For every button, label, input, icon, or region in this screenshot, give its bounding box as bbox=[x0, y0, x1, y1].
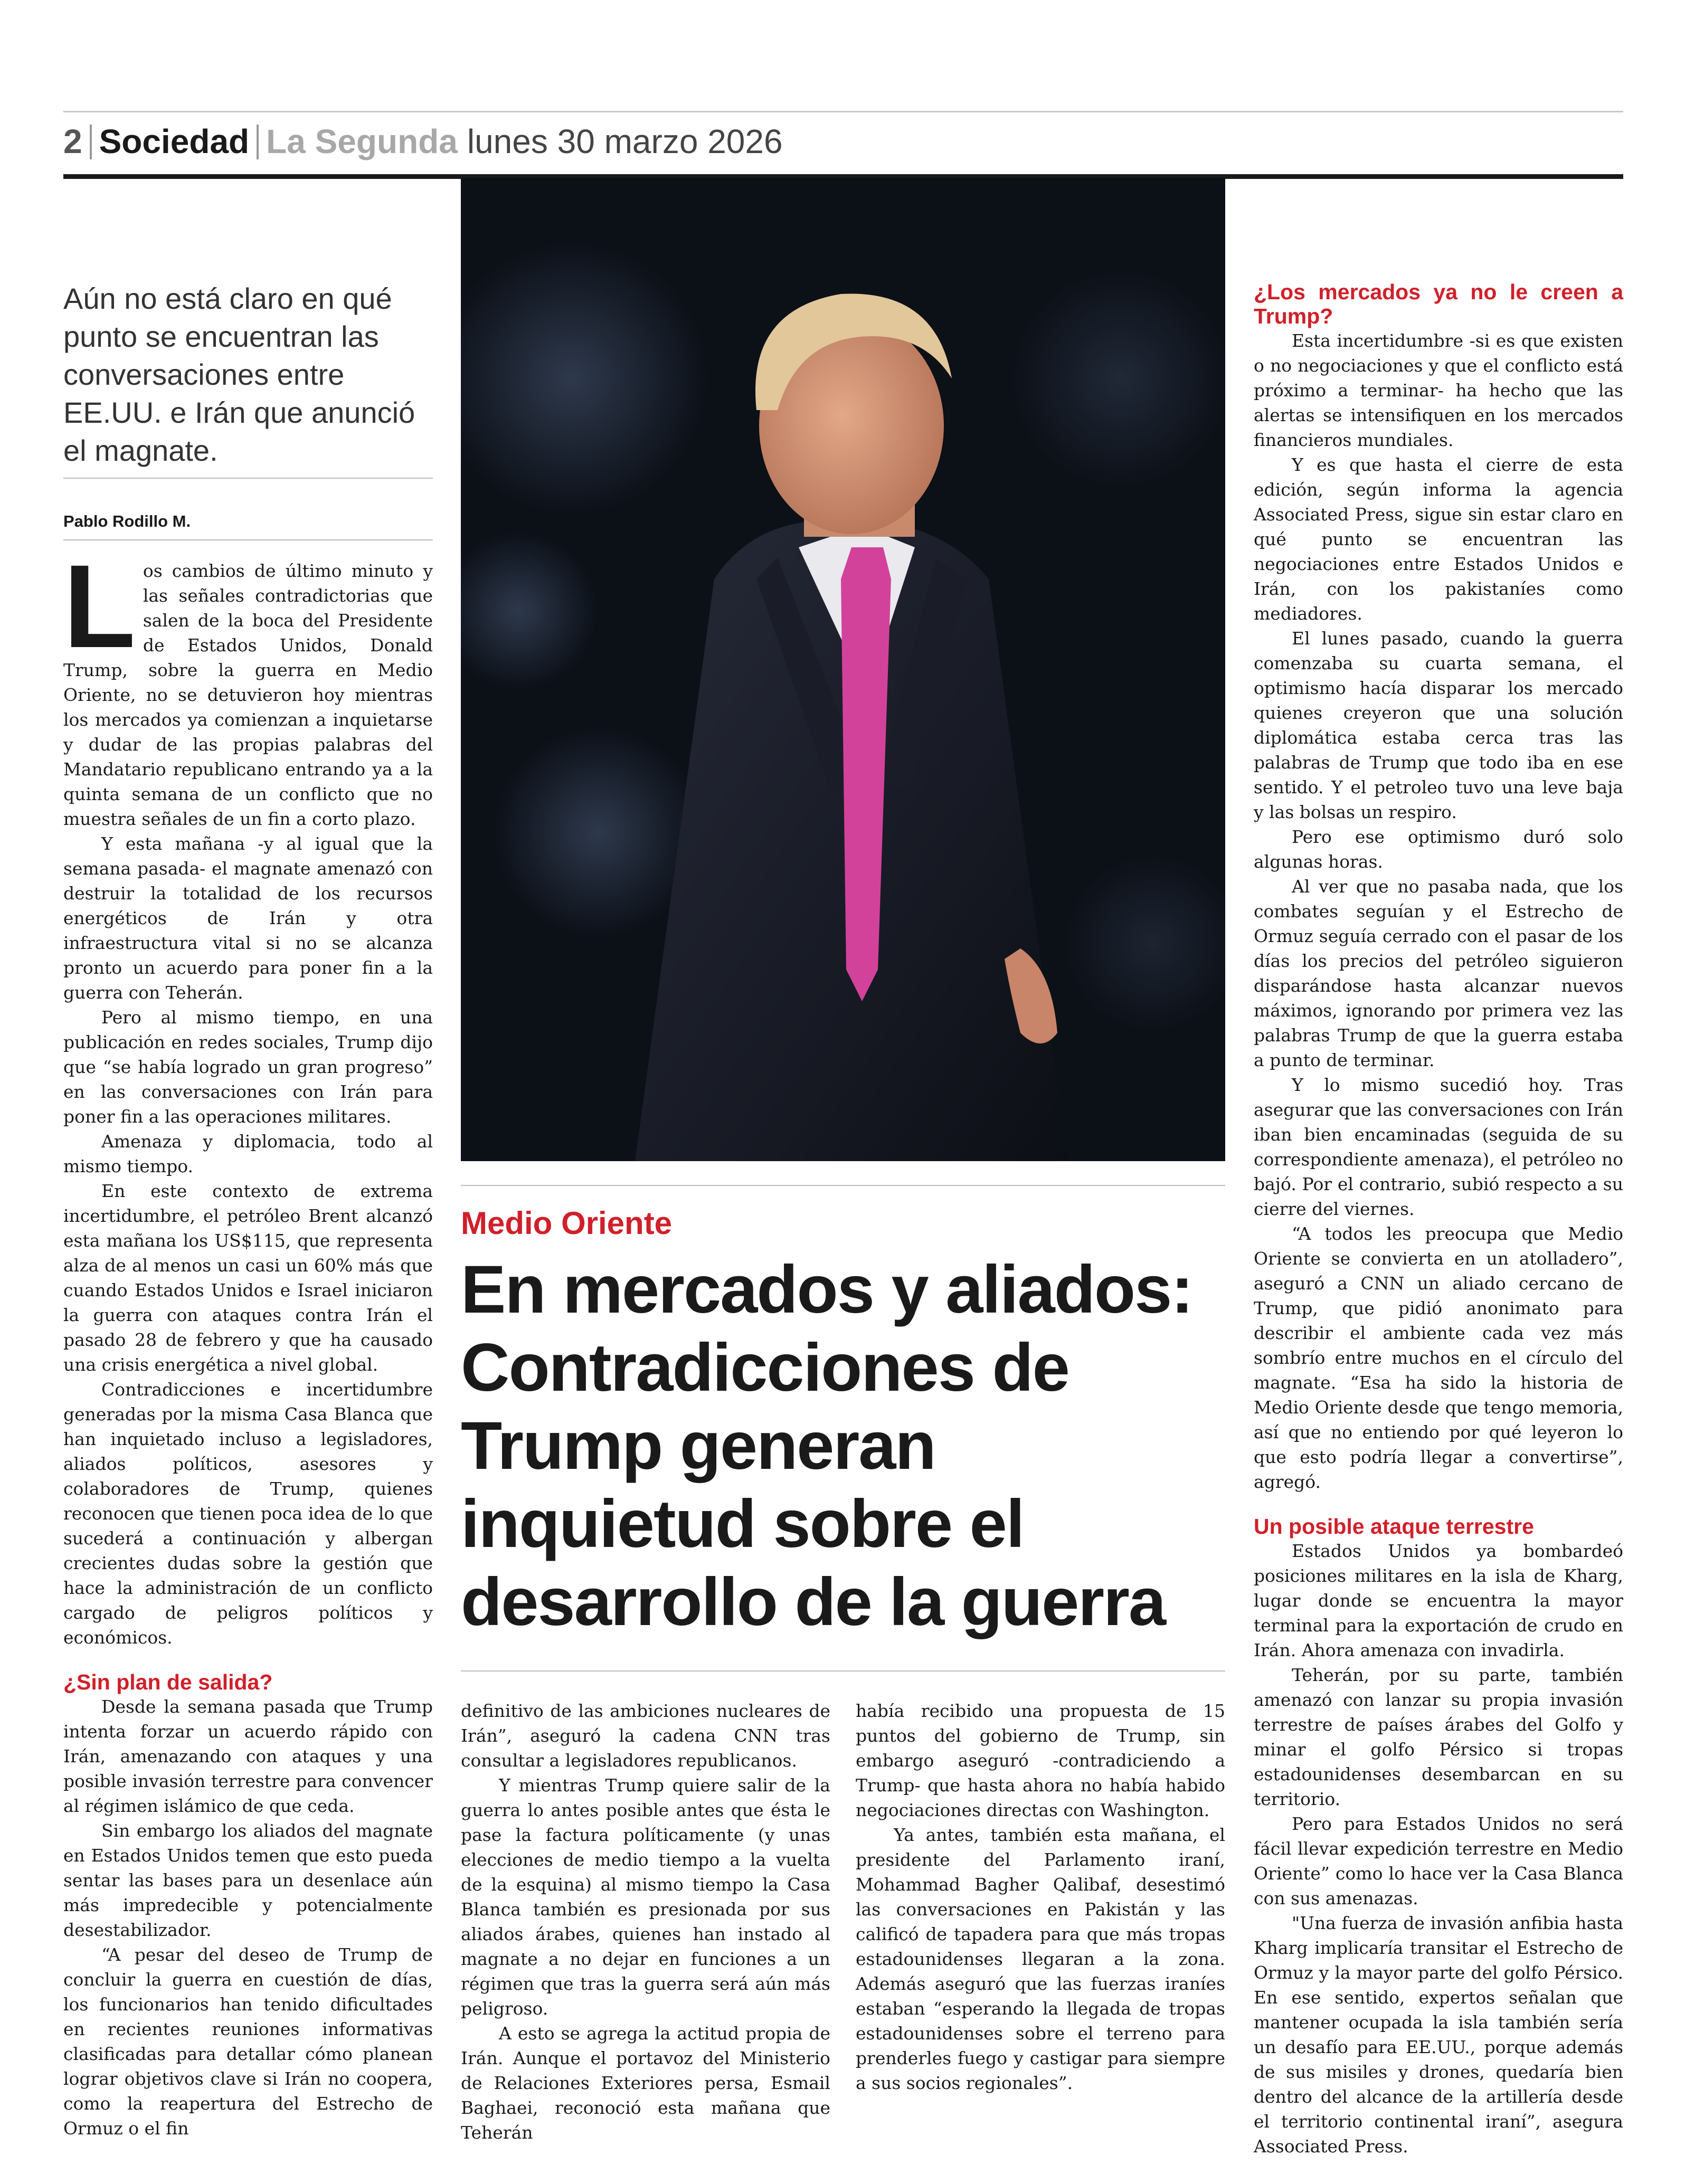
paragraph: Y mientras Trump quiere salir de la guerra lo antes posible antes que ésta le pase la factura políticamente (y unas elecciones de medio tiempo a la vuelta de la esquina) al mismo tiempo la Casa Blanca también es presionada por sus aliados árabes, quienes han instado al magnate a no dejar en funciones a un régimen que tras la guerra será aún más peligroso. bbox=[461, 1775, 830, 2019]
paragraph: Pero para Estados Unidos no será fácil llevar expedición terrestre en Medio Oriente” como lo hace ver la Casa Blanca con sus amenazas. bbox=[1254, 1813, 1623, 1908]
paragraph: Esta incertidumbre -si es que existen o no negociaciones y que el conflicto está próximo a terminar- ha hecho que las alertas se intensifiquen en los mercados financieros mundiales. bbox=[1254, 330, 1623, 450]
subhead-ataque-terrestre: Un posible ataque terrestre bbox=[1254, 1514, 1534, 1539]
headline-bottom-divider bbox=[461, 1670, 1225, 1672]
paragraph: “A pesar del deseo de Trump de concluir la guerra en cuestión de días, los funcionarios han tenido dificultades en recientes reuniones informativas clasificadas para detallar cómo planean lograr objetivos clave si Irán no coopera, como la reapertura del Estrecho de Ormuz o el fin bbox=[63, 1944, 433, 2139]
paragraph: Teherán, por su parte, también amenazó con lanzar su propia invasión terrestre de países árabes del Golfo y minar el golfo Pérsico si tropas estadounidenses desembarcan en su territorio. bbox=[1254, 1665, 1623, 1809]
author-byline: Pablo Rodillo M. bbox=[63, 512, 191, 530]
subhead-sin-plan: ¿Sin plan de salida? bbox=[63, 1670, 273, 1694]
subhead-mercados: ¿Los mercados ya no le creen a Trump? bbox=[1254, 280, 1623, 328]
paragraph: Y esta mañana -y al igual que la semana pasada- el magnate amenazó con destruir la totalidad de los recursos energéticos de Irán y otra infraestructura vital si no se alcanza pronto un acuerdo para poner fin a la guerra con Teherán. bbox=[63, 833, 433, 1003]
issue-date: lunes 30 marzo 2026 bbox=[467, 122, 783, 160]
paragraph: Estados Unidos ya bombardeó posiciones militares en la isla de Kharg, lugar donde se encuentra la mayor terminal para la exportación de crudo en Irán. Ahora amenaza con invadirla. bbox=[1254, 1541, 1623, 1660]
paragraph: definitivo de las ambiciones nucleares de Irán”, aseguró la cadena CNN tras consultar a legisladores republicanos. bbox=[461, 1701, 830, 1771]
page-number: 2 bbox=[63, 122, 82, 160]
paragraph: Desde la semana pasada que Trump intenta forzar un acuerdo rápido con Irán, amenazando con ataques y una posible invasión terrestre para convencer al régimen islámico de que ceda. bbox=[63, 1696, 433, 1816]
paragraph: En este contexto de extrema incertidumbre, el petróleo Brent alcanzó esta mañana los US$115, que representa alza de al menos un casi un 60% más que cuando Estados Unidos e Israel iniciaron la guerra con ataques contra Irán el pasado 28 de febrero y que ha causado una crisis energética a nivel global. bbox=[63, 1181, 433, 1375]
masthead-separator bbox=[257, 125, 259, 159]
masthead bbox=[63, 115, 1623, 168]
article-lead: Aún no está claro en qué punto se encuentran las conversaciones entre EE.UU. e Irán que anunció el magnate. bbox=[63, 282, 415, 467]
photo-icon bbox=[461, 178, 1225, 1161]
paragraph: Sin embargo los aliados del magnate en Estados Unidos temen que esto pueda sentar las bases para un desenlace aún más impredecible y potencialmente desestabilizador. bbox=[63, 1820, 433, 1940]
paragraph: Amenaza y diplomacia, todo al mismo tiempo. bbox=[63, 1131, 433, 1176]
publication-name: La Segunda bbox=[266, 122, 458, 160]
article-column-3 bbox=[856, 1698, 1225, 2095]
article-photo bbox=[461, 178, 1225, 1161]
paragraph: Y es que hasta el cierre de esta edición, según informa la agencia Associated Press, sigue sin estar claro en qué punto se encuentran las negociaciones entre Estados Unidos e Irán, con los pakistaníes como mediadores. bbox=[1254, 454, 1623, 624]
paragraph: A esto se agrega la actitud propia de Irán. Aunque el portavoz del Ministerio de Relaciones Exteriores persa, Esmail Baghaei, reconoció esta mañana que Teherán bbox=[461, 2023, 830, 2143]
article-headline: En mercados y aliados: Contradicciones de Trump generan inquietud sobre el desarrollo de la guerra bbox=[461, 1252, 1192, 1640]
article-column-2 bbox=[461, 1698, 830, 2145]
article-column-4 bbox=[1254, 280, 1623, 2159]
lead-divider bbox=[63, 478, 433, 479]
paragraph: Contradicciones e incertidumbre generadas por la misma Casa Blanca que han inquietado incluso a legisladores, aliados políticos, asesores y colaboradores de Trump, quienes reconocen que tienen poca idea de lo que sucederá a continuación y albergan crecientes dudas sobre la gestión que hace la administración de un conflicto cargado de peligros políticos y económicos. bbox=[63, 1379, 433, 1648]
paragraph: Ya antes, también esta mañana, el presidente del Parlamento iraní, Mohammad Bagher Qalibaf, desestimó las conversaciones en Pakistán y las calificó de tapadera para que más tropas estadounidenses llegaran a la zona. Además aseguró que las fuerzas iraníes estaban “esperando la llegada de tropas estadounidenses sobre el terreno para prenderles fuego y castigar para siempre a sus socios regionales”. bbox=[856, 1825, 1225, 2093]
masthead-separator bbox=[90, 125, 92, 159]
paragraph: Al ver que no pasaba nada, que los combates seguían y el Estrecho de Ormuz seguía cerrado con el pasar de los días los precios del petróleo siguieron disparándose hasta alcanzar nuevos máximos, ignorando por primera vez las palabras Trump de que la guerra estaba a punto de terminar. bbox=[1254, 876, 1623, 1070]
article-kicker: Medio Oriente bbox=[461, 1205, 673, 1241]
headline-top-divider bbox=[461, 1185, 1225, 1186]
paragraph: había recibido una propuesta de 15 puntos del gobierno de Trump, sin embargo aseguró -contradiciendo a Trump- que hasta ahora no había habido negociaciones directas con Washington. bbox=[856, 1701, 1225, 1820]
top-divider bbox=[63, 111, 1623, 112]
paragraph: Pero al mismo tiempo, en una publicación en redes sociales, Trump dijo que “se había logrado un gran progreso” en las conversaciones con Irán para poner fin a las operaciones militares. bbox=[63, 1007, 433, 1127]
paragraph: Pero ese optimismo duró solo algunas horas. bbox=[1254, 827, 1623, 872]
section-name: Sociedad bbox=[99, 122, 250, 160]
paragraph: "Una fuerza de invasión anfibia hasta Kharg implicaría transitar el Estrecho de Ormuz y la mayor parte del golfo Pérsico. En ese sentido, expertos señalan que mantener ocupada la isla también sería un desafío para EE.UU., porque además de sus misiles y drones, quedaría bien dentro del alcance de la artillería desde el territorio continental iraní”, asegura Associated Press. bbox=[1254, 1913, 1623, 2157]
paragraph: Y lo mismo sucedió hoy. Tras asegurar que las conversaciones con Irán iban bien encaminadas (seguida de su correspondiente amenaza), el petróleo no bajó. Por el contrario, subió respecto a su cierre del viernes. bbox=[1254, 1075, 1623, 1219]
paragraph: “A todos les preocupa que Medio Oriente se convierta en un atolladero”, aseguró a CNN un aliado cercano de Trump, que pidió anonimato para describir el ambiente cada vez más sombrío entre muchos en el círculo del magnate. “Esa ha sido la historia de Medio Oriente desde que tengo memoria, así que no entiendo por qué leyeron lo que esto podría llegar a convertirse”, agregó. bbox=[1254, 1223, 1623, 1492]
paragraph: El lunes pasado, cuando la guerra comenzaba su cuarta semana, el optimismo hacía disparar los mercado quienes creyeron que una solución diplomática estaba cerca tras las palabras de Trump que todo iba en ese sentido. Y el petroleo tuvo una leve baja y las bolsas un respiro. bbox=[1254, 628, 1623, 822]
article-column-1 bbox=[63, 540, 433, 2141]
paragraph: Los cambios de último minuto y las señales contradictorias que salen de la boca del Presidente de Estados Unidos, Donald Trump, sobre la guerra en Medio Oriente, no se detuvieron hoy mientras los mercados ya comienzan a inquietarse y dudar de las propias palabras del Mandatario republicano entrando ya a la quinta semana de un conflicto que no muestra señales de un fin a corto plazo. bbox=[63, 540, 433, 829]
